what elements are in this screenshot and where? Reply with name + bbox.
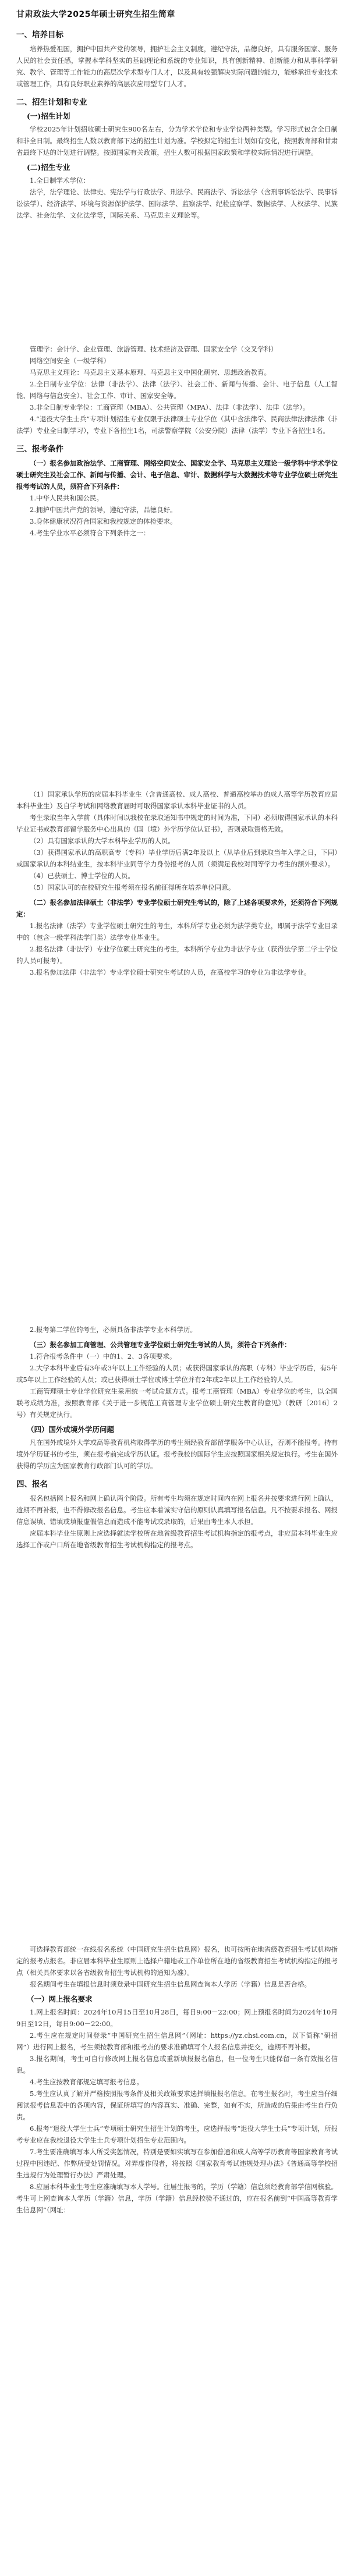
text-mba-3: 工商管理硕士专业学位研究生采用统一考试命题方式。报考工商管理（MBA）专业学位的考生，以全国联考成绩为准，按照教育部《关于进一步规范工商管理专业学位硕士研究生教育的意见》（教研〔2016〕2号）有关规定执行。 <box>16 1387 338 1419</box>
heading-goal: 一、培养目标 <box>16 30 63 40</box>
page-title: 甘肃政法大学2025年硕士研究生招生简章 <box>16 10 175 19</box>
text-majors-2-extra: 马克思主义理论：马克思主义基本原理、马克思主义中国化研究、思想政治教育。 <box>30 368 271 376</box>
text-online-8: 8.应届本科毕业生考生应准确填写本人学号。往届生报考的，学历（学籍）信息须经教育部学信网核验。考生可上网查询本人学历（学籍）信息，学历（学籍）信息经校验不通过的，应在报名前到“中国高等教育学生信息网”（网址： <box>16 2183 338 2214</box>
heading-online: （一）网上报名要求 <box>27 1995 93 2003</box>
text-edu-1b: 考生录取当年入学前（具体时间以我校在录取通知书中规定的时间为准，下同）必须取得国家承认的本科毕业证书或教育部留学服务中心出具的《国（境）外学历学位认证书》，否则录取资格无效。 <box>16 813 338 833</box>
page-section-3 <box>0 788 354 978</box>
text-mba-2: 2.大学本科毕业后有3年或3年以上工作经验的人员；或获得国家承认的高职（专科）毕业学历后，有5年或5年以上工作经验的人员；或已获得硕士学位或博士学位并有2年或2年以上工作经验的人员。 <box>16 1364 338 1384</box>
text-goal: 培养热爱祖国，拥护中国共产党的领导，拥护社会主义制度，遵纪守法，品德良好，具有服务国家、服务人民的社会责任感，掌握本学科坚实的基础理论和系统的专业知识，具有创新精神、创新能力和从事科学研究、教学、管理等工作能力的高层次学术型专门人才，以及具有较强解决实际问题的能力，能够承担专业技术或管理工作，具有良好职业素养的高层次应用型专门人才。 <box>16 45 338 88</box>
text-law-2: 2.报名法律（非法学）专业学位硕士研究生的考生，本科所学专业为非法学专业（获得法学第二学士学位的人员可报考）。 <box>16 945 338 965</box>
heading-requirements: 三、报考条件 <box>16 445 63 454</box>
text-req-bold: （一）报名参加政治法学、工商管理、网络空间安全、国家安全学、马克思主义理论一级学科中学术学位硕士研究生及社会工作、新闻与传播、会计、电子信息、审计、数据科学与大数据技术等专业学位硕士研究生报考考试的人员，须符合下列条件： <box>16 459 338 491</box>
text-edu-1: （1）国家承认学历的应届本科毕业生（含普通高校、成人高校、普通高校举办的成人高等学历教育应届本科毕业生）及自学考试和网络教育届时可取得国家承认本科毕业证书的人员。 <box>16 790 338 810</box>
text-majors-1-label: 1.全日制学术学位： <box>30 176 90 184</box>
text-majors-2-label: 管理学：会计学、企业管理、旅游管理、技术经济及管理、国家安全学（交叉学科） <box>30 345 278 353</box>
text-reg-2: 应届本科毕业生原则上应选择就读学校所在地省级教育招生考试机构指定的报考点，非应届本科毕业生应选择工作或户口所在地省级教育招生考试机构指定的报考点。 <box>16 1529 338 1549</box>
text-majors-5: 4.“退役大学生士兵”专项计划招生专业仅限于法律硕士专业学位（其中含法律学、民商法律法律法律（非法学）专业全日制学习），专业下各招生1名，司法警察学院（公安分院）法律（法学）专业下各招生1名。 <box>16 415 338 435</box>
text-online-4: 4.考生应按教育部规定填写报考信息。 <box>30 2078 143 2086</box>
text-req-2: 2.拥护中国共产党的领导，遵纪守法，品德良好。 <box>30 506 177 514</box>
text-reg-4: 报名期间考生在填报信息时须登录中国研究生招生信息网查询本人学历（学籍）信息是否合格。 <box>30 1980 311 1988</box>
text-law-3: 3.报名参加法律（非法学）专业学位硕士研究生考试的人员，在高校学习的专业为非法学专业。 <box>30 968 311 976</box>
text-edu-3: （3）获得国家承认的高职高专（专科）毕业学历后满2年及以上（从毕业后到录取当年入学之日，下同）或国家承认的本科结业生，按本科毕业同等学力身份报考的人员（须满足我校对同等学力考生的额外要求）。 <box>16 848 338 868</box>
text-req-4: 4.考生学业水平必须符合下列条件之一： <box>30 529 150 537</box>
text-law-4: 2.报考第二学位的考生，必须具备非法学专业本科学历。 <box>30 1326 197 1334</box>
text-req-3: 3.身体健康状况符合国家和我校规定的体检要求。 <box>30 517 177 525</box>
text-online-3: 3.报名期间，考生可自行修改网上报名信息或重新填报报名信息，但一位考生只能保留一条有效报名信息。 <box>16 2055 338 2074</box>
text-plan-sub1: 学校2025年计划招收硕士研究生900名左右，分为学术学位和专业学位两种类型。学习形式包含全日制和非全日制。最终招生人数以教育部下达的招生计划为准。学校拟定的招生计划如有变化，按照教育部和甘肃省最终下达的计划进行调整。按照国家有关政策，招生人数可根据国家政策和学校实际情况进行调整。 <box>16 125 338 157</box>
heading-plan-sub1: (一)招生计划 <box>27 112 70 120</box>
text-online-1: 1.网上报名时间：2024年10月15日至10月28日，每日9:00－22:00；网上预报名时间为2024年10月9日至12日，每日9:00－22:00。 <box>16 2008 338 2028</box>
text-online-7: 7.考生要准确填写本人所受奖惩情况，特别是要如实填写在参加普通和成人高等学历教育等国家教育考试过程中因违纪、作弊所受处罚情况。对弄虚作假者，将按照《国家教育考试违规处理办法》《普通高等学校招生违规行为处理暂行办法》严肃处理。 <box>16 2148 338 2179</box>
text-edu-2: （2）具有国家承认的大学本科毕业学历的人员。 <box>30 837 175 845</box>
heading-registration: 四、报名 <box>16 1480 48 1489</box>
text-reg-3: 可选择教育部统一在线报名系统（中国研究生招生信息网）报名，也可按所在地省级教育招生考试机构指定的报考点报名。非应届本科毕业生原则上选择户籍地或工作单位所在地的省级教育招生考试机构指定的报考点（相关具体要求以各省级教育招生考试机构的通知为准）。 <box>16 1945 338 1977</box>
text-mba-heading: （三）报名参加工商管理、公共管理专业学位硕士研究生考试的人员，须符合下列条件： <box>30 1341 291 1349</box>
text-majors-3: 2.全日制专业学位：法律（非法学）、法律（法学）、社会工作、新闻与传播、会计、电子信息（人工智能、网络与信息安全）、社会工作、审计、国家安全等。 <box>16 380 338 400</box>
text-majors-2: 网络空间安全（一级学科） <box>30 357 110 365</box>
text-policy: 凡在国外或境外大学或高等教育机构取得学历的考生须经教育部留学服务中心认证，否则不能报考。持有境外学历证书的考生，须在报考前完成学历认证。报考我校的国际学生应按照国家相关规定执行。考生在国外获得的学历应为国家教育行政部门认可的学历。 <box>16 1438 338 1470</box>
heading-plan: 二、招生计划和专业 <box>16 98 87 107</box>
page-section-4 <box>0 1324 354 1551</box>
text-online-5: 5.考生应认真了解并严格按照报考条件及相关政策要求选择填报报名信息。在考生报名时，考生应当仔细阅读报考信息表中的各项内容，保证所填写的内容真实、准确、完整，如有不实，所造成的后果由考生自行负责。 <box>16 2090 338 2121</box>
page-section-1 <box>0 8 354 221</box>
heading-plan-sub2: (二)招生专业 <box>27 163 70 172</box>
page-section-2 <box>0 343 354 539</box>
text-mba-1: 1.符合报考条件中（一）中的1、2、3各项要求。 <box>30 1352 176 1360</box>
text-law-1: 1.报名法律（法学）专业学位硕士研究生的考生，本科所学专业必须为法学类专业，即属于法学专业目录中的（包含一级学科法学门类）法学专业毕业生。 <box>16 922 338 941</box>
text-law-heading: （二）报名参加法律硕士（非法学）专业学位硕士研究生考试的，除了上述各项要求外，还须符合下列规定： <box>16 898 338 918</box>
text-req-1: 1.中华人民共和国公民。 <box>30 494 103 502</box>
page-section-5 <box>0 1943 354 2216</box>
heading-policy: （四）国外或境外学历问题 <box>27 1425 115 1434</box>
text-reg-1: 报名包括网上报名和网上确认两个阶段。所有考生均须在规定时间内在网上报名并按要求进行网上确认，逾期不再补报，也不得修改报名信息。考生应本着诚实守信的原则认真填写报名信息。凡不按要求报名、网报信息误填、错填或填报虚假信息而造成不能考试或录取的，后果由考生本人承担。 <box>16 1494 338 1526</box>
text-online-6: 6.报考“退役大学生士兵”专项硕士研究生招生计划的考生，应选择报考“退役大学生士兵”专项计划，所报考专业应在我校退役大学生士兵专项计划招生专业范围内。 <box>16 2124 338 2144</box>
text-edu-5: （5）国家认可的在校研究生报考须在报名前征得所在培养单位同意。 <box>30 883 235 891</box>
text-majors-4: 3.非全日制专业学位：工商管理（MBA）、公共管理（MPA）、法律（非法学）、法律（法学）。 <box>30 403 310 411</box>
text-majors-1: 法学，法学理论、法律史、宪法学与行政法学、刑法学、民商法学、诉讼法学（含刑事诉讼法学、民事诉讼法学）、经济法学、环境与资源保护法学、国际法学、监察法学、纪检监察学、数据法学、人权法学、民族法学、社会法学、文化法学等，国际关系、马克思主义理论等。 <box>16 188 338 219</box>
text-edu-4: （4）已获硕士、博士学位的人员。 <box>30 872 134 880</box>
text-online-2: 2.考生应在规定时间登录“中国研究生招生信息网”（网址：https://yz.chsi.com.cn，以下简称“研招网”）进行网上报名，考生须按教育部和报考点的要求准确填写个人报名信息并提交，逾期不再补报。 <box>16 2031 338 2051</box>
